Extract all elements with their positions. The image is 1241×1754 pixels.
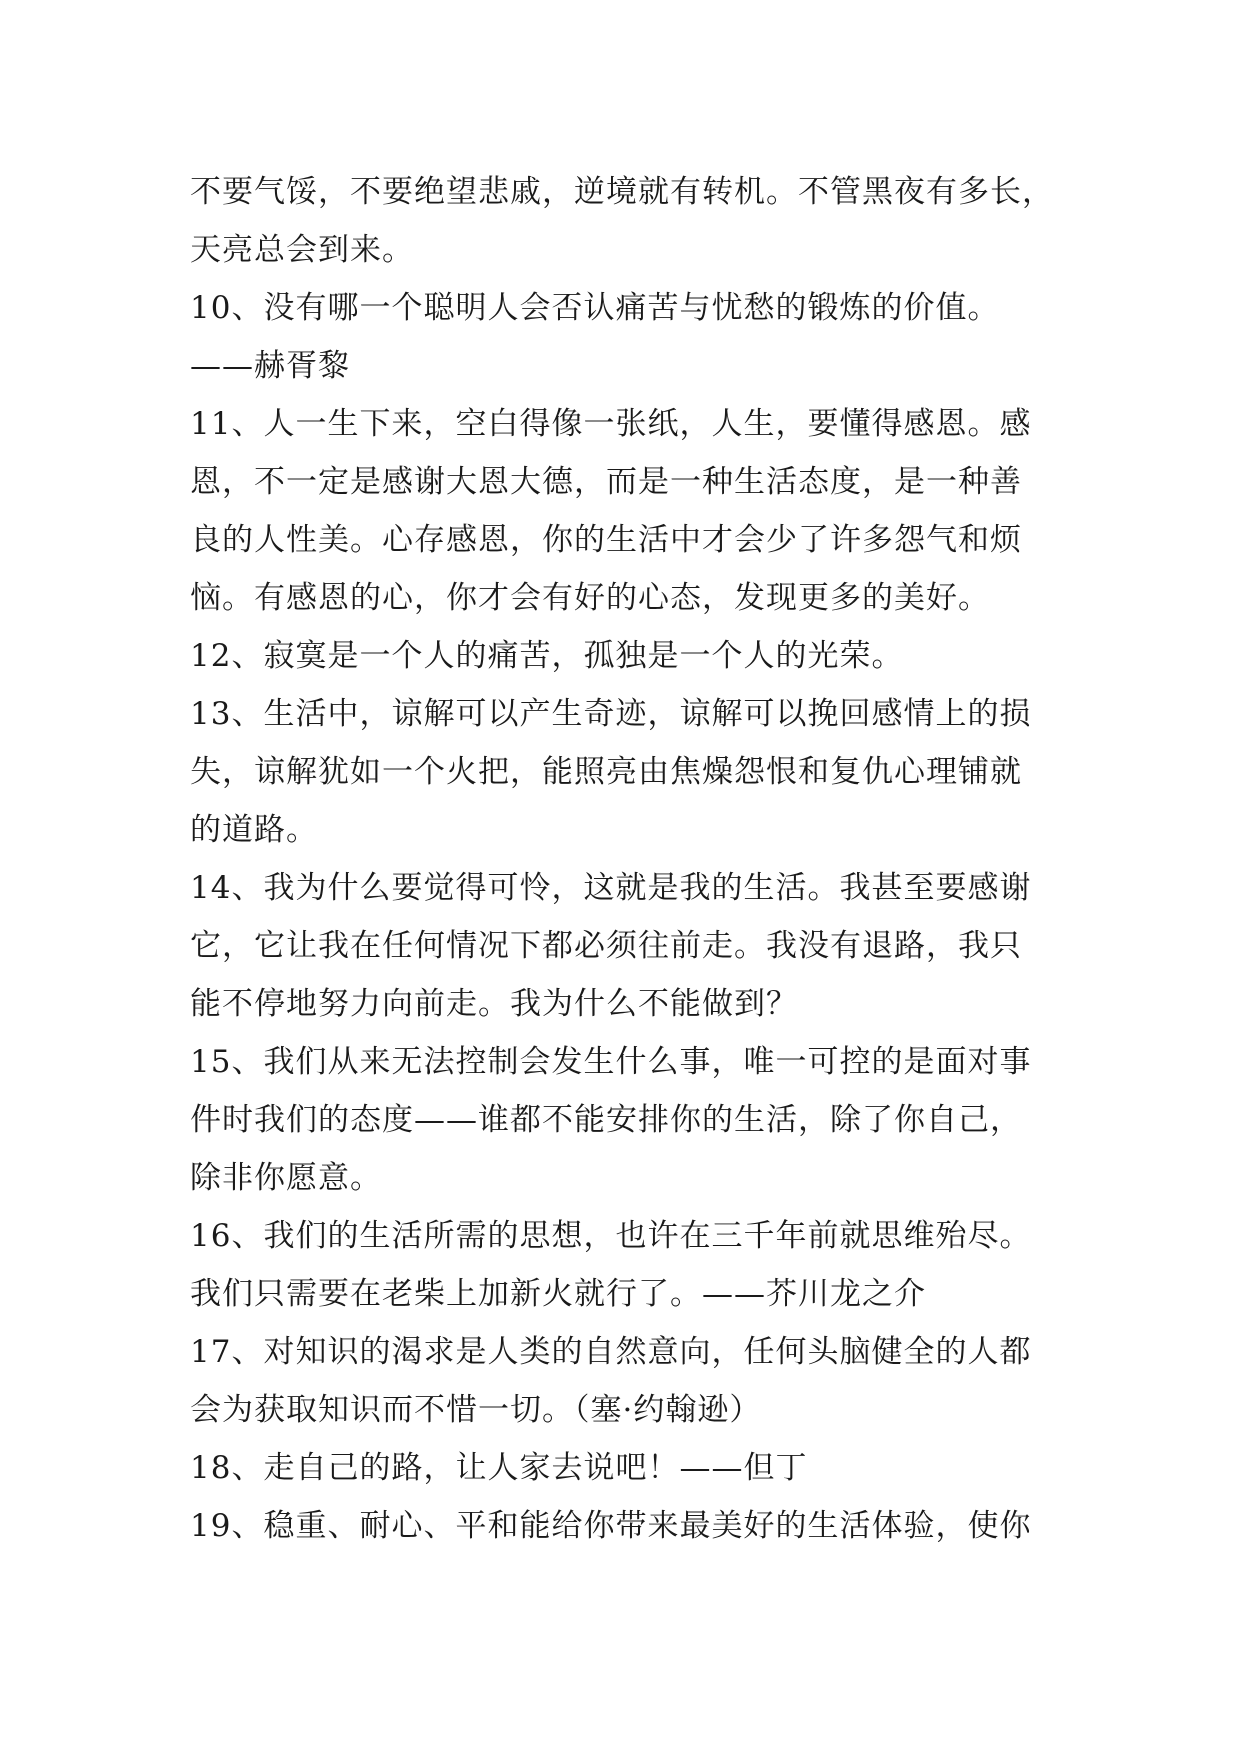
text-line: 的道路。 (190, 812, 318, 848)
text-line: 会为获取知识而不惜一切。（塞·约翰逊） (190, 1392, 762, 1428)
text-line: 天亮总会到来。 (190, 232, 414, 268)
text-line: ——赫胥黎 (190, 348, 350, 384)
text-line: 12、寂寞是一个人的痛苦，孤独是一个人的光荣。 (190, 638, 904, 674)
text-line: 11、人一生下来，空白得像一张纸，人生，要懂得感恩。感 (190, 406, 1032, 442)
text-line: 我们只需要在老柴上加新火就行了。——芥川龙之介 (190, 1276, 926, 1312)
text-line: 13、生活中，谅解可以产生奇迹，谅解可以挽回感情上的损 (190, 696, 1032, 732)
text-line: 10、没有哪一个聪明人会否认痛苦与忧愁的锻炼的价值。 (190, 290, 1000, 326)
text-line: 16、我们的生活所需的思想，也许在三千年前就思维殆尽。 (190, 1218, 1032, 1254)
text-line: 19、稳重、耐心、平和能给你带来最美好的生活体验，使你 (190, 1508, 1032, 1544)
text-line: 能不停地努力向前走。我为什么不能做到？ (190, 986, 798, 1022)
text-line: 17、对知识的渴求是人类的自然意向，任何头脑健全的人都 (190, 1334, 1032, 1370)
text-line: 18、走自己的路，让人家去说吧！——但丁 (190, 1450, 808, 1486)
text-line: 15、我们从来无法控制会发生什么事，唯一可控的是面对事 (190, 1044, 1032, 1080)
text-line: 恼。有感恩的心，你才会有好的心态，发现更多的美好。 (190, 580, 990, 616)
text-line: 不要气馁，不要绝望悲戚，逆境就有转机。不管黑夜有多长， (190, 174, 1054, 210)
text-line: 良的人性美。心存感恩，你的生活中才会少了许多怨气和烦 (190, 522, 1022, 558)
text-line: 14、我为什么要觉得可怜，这就是我的生活。我甚至要感谢 (190, 870, 1032, 906)
document-body (190, 163, 1070, 1555)
text-line: 失，谅解犹如一个火把，能照亮由焦燥怨恨和复仇心理铺就 (190, 754, 1022, 790)
text-line: 除非你愿意。 (190, 1160, 382, 1196)
text-line: 它，它让我在任何情况下都必须往前走。我没有退路，我只 (190, 928, 1022, 964)
text-line: 件时我们的态度——谁都不能安排你的生活，除了你自己， (190, 1102, 1022, 1138)
text-line: 恩，不一定是感谢大恩大德，而是一种生活态度，是一种善 (190, 464, 1022, 500)
